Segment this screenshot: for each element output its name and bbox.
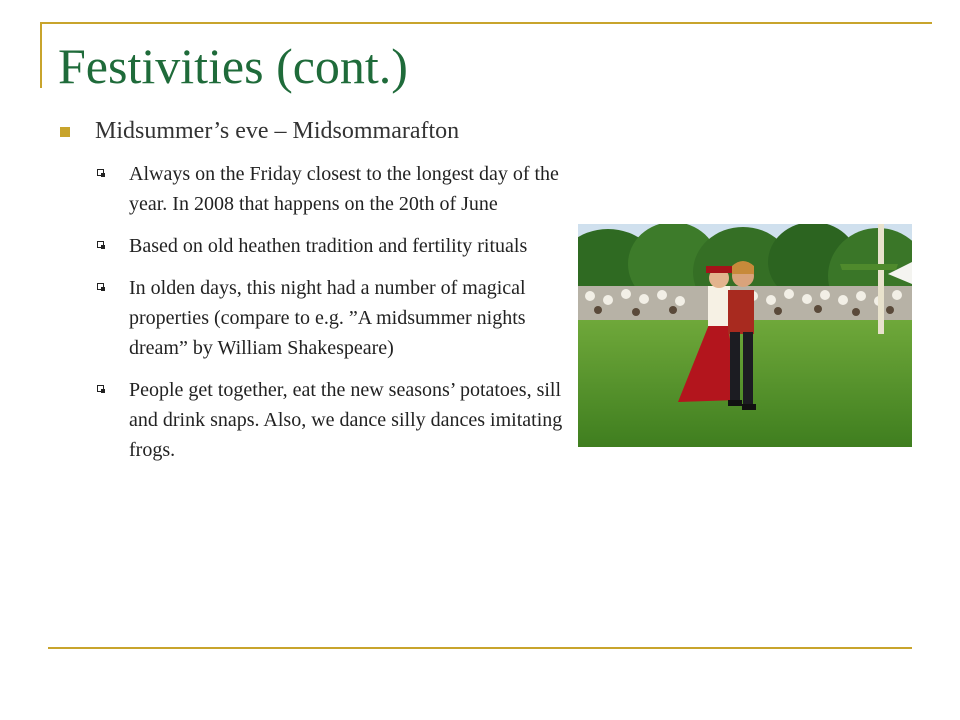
checkbox-bullet-icon (97, 385, 104, 392)
main-point: Midsummer’s eve – Midsommarafton (95, 118, 460, 144)
square-bullet-icon (60, 127, 70, 137)
list-item (95, 273, 570, 363)
sub-point-text: People get together, eat the new seasons’ potatoes, sill and drink snaps. Also, we dance silly dances imitating frogs. (129, 379, 563, 461)
checkbox-bullet-icon (97, 241, 104, 248)
sub-point-text: Always on the Friday closest to the longest day of the year. In 2008 that happens on the 20th of June (129, 163, 559, 215)
list-item (95, 375, 570, 465)
list-item (95, 231, 570, 261)
sub-point-text: In olden days, this night had a number of magical properties (compare to e.g. ”A midsummer nights dream” by William Shakespeare) (129, 277, 526, 359)
bottom-rule (48, 647, 912, 649)
slide-title: Festivities (cont.) (58, 38, 408, 94)
sub-point-list (95, 159, 570, 477)
list-item (95, 159, 570, 219)
sub-point-text: Based on old heathen tradition and fertility rituals (129, 235, 528, 257)
top-rule (40, 22, 932, 24)
midsummer-dance-photo (578, 224, 912, 447)
checkbox-bullet-icon (97, 169, 104, 176)
left-rule (40, 22, 42, 88)
checkbox-bullet-icon (97, 283, 104, 290)
